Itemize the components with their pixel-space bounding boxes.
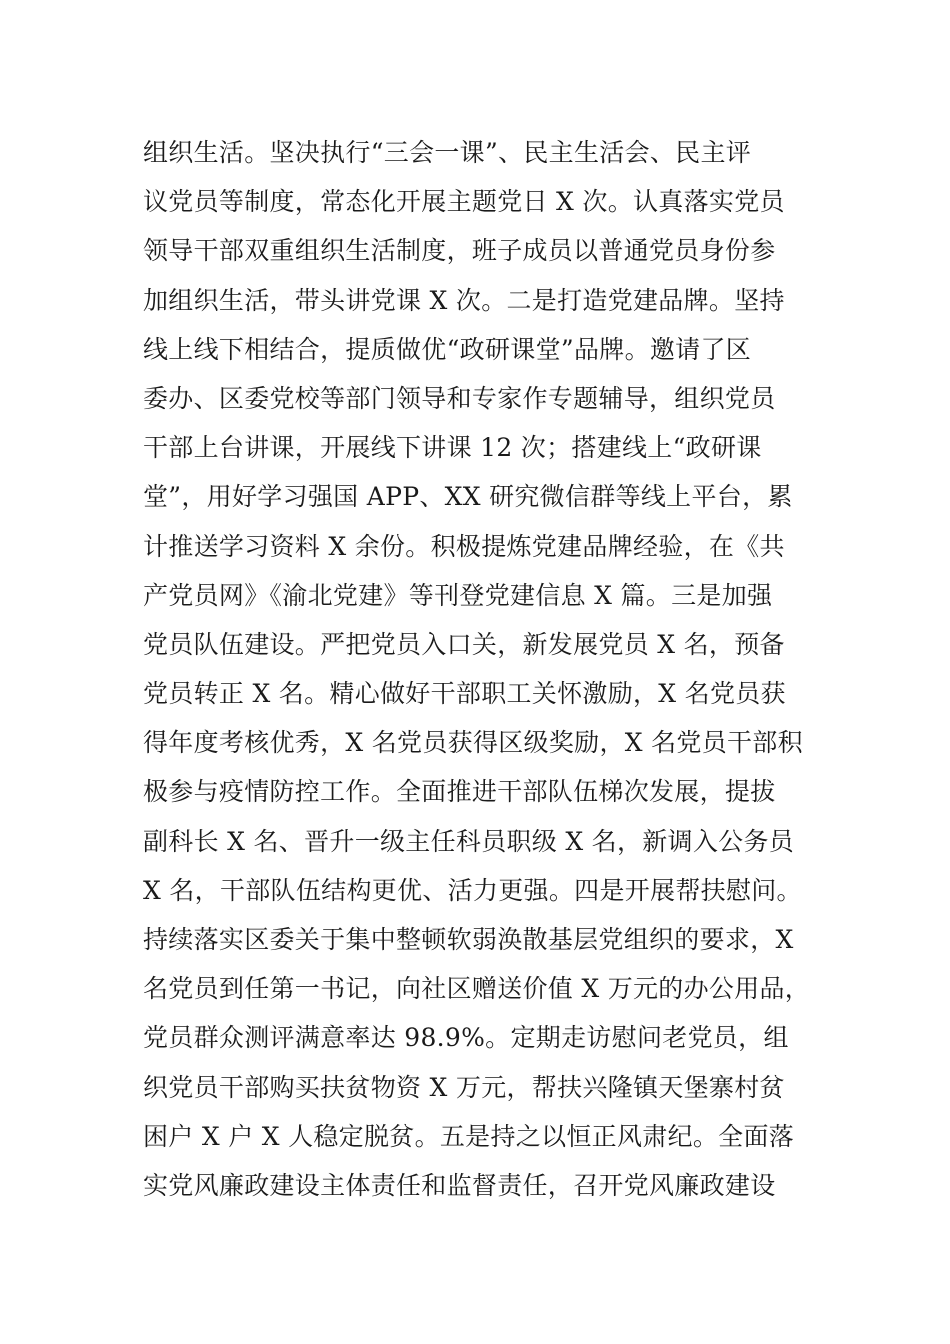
text-line: 产党员网》《渝北党建》等刊登党建信息 X 篇。三是加强 <box>143 580 773 610</box>
text-line: 议党员等制度，常态化开展主题党日 X 次。认真落实党员 <box>143 187 785 217</box>
text-line: 领导干部双重组织生活制度，班子成员以普通党员身份参 <box>143 236 776 266</box>
text-line: 计推送学习资料 X 余份。积极提炼党建品牌经验，在《共 <box>143 531 785 561</box>
text-line: 党员群众测评满意率达 98.9%。定期走访慰问老党员，组 <box>143 1023 789 1053</box>
text-line: 党员转正 X 名。精心做好干部职工关怀激励，X 名党员获 <box>143 679 786 709</box>
text-line: 持续落实区委关于集中整顿软弱涣散基层党组织的要求，X <box>143 925 794 954</box>
text-line: 副科长 X 名、晋升一级主任科员职级 X 名，新调入公务员 <box>143 826 795 856</box>
text-line: 织党员干部购买扶贫物资 X 万元，帮扶兴隆镇天堡寨村贫 <box>143 1072 785 1102</box>
text-line: 党员队伍建设。严把党员入口关，新发展党员 X 名，预备 <box>143 629 785 659</box>
text-line: X 名，干部队伍结构更优、活力更强。四是开展帮扶慰问。 <box>143 875 802 905</box>
text-line: 线上线下相结合，提质做优“政研课堂”品牌。邀请了区 <box>143 334 752 364</box>
text-line: 堂”，用好学习强国 APP、XX 研究微信群等线上平台，累 <box>143 482 793 512</box>
text-line: 委办、区委党校等部门领导和专家作专题辅导，组织党员 <box>143 383 776 413</box>
text-line: 困户 X 户 X 人稳定脱贫。五是持之以恒正风肃纪。全面落 <box>143 1121 795 1151</box>
body-text <box>143 128 843 1210</box>
text-line: 极参与疫情防控工作。全面推进干部队伍梯次发展，提拔 <box>143 777 776 807</box>
text-line: 实党风廉政建设主体责任和监督责任，召开党风廉政建设 <box>143 1170 776 1200</box>
text-line: 加组织生活，带头讲党课 X 次。二是打造党建品牌。坚持 <box>143 285 785 315</box>
text-line: 干部上台讲课，开展线下讲课 12 次；搭建线上“政研课 <box>143 433 762 463</box>
text-line: 名党员到任第一书记，向社区赠送价值 X 万元的办公用品， <box>143 974 811 1004</box>
text-line: 得年度考核优秀，X 名党员获得区级奖励，X 名党员干部积 <box>143 728 803 758</box>
text-line: 组织生活。坚决执行“三会一课”、民主生活会、民主评 <box>143 138 752 167</box>
